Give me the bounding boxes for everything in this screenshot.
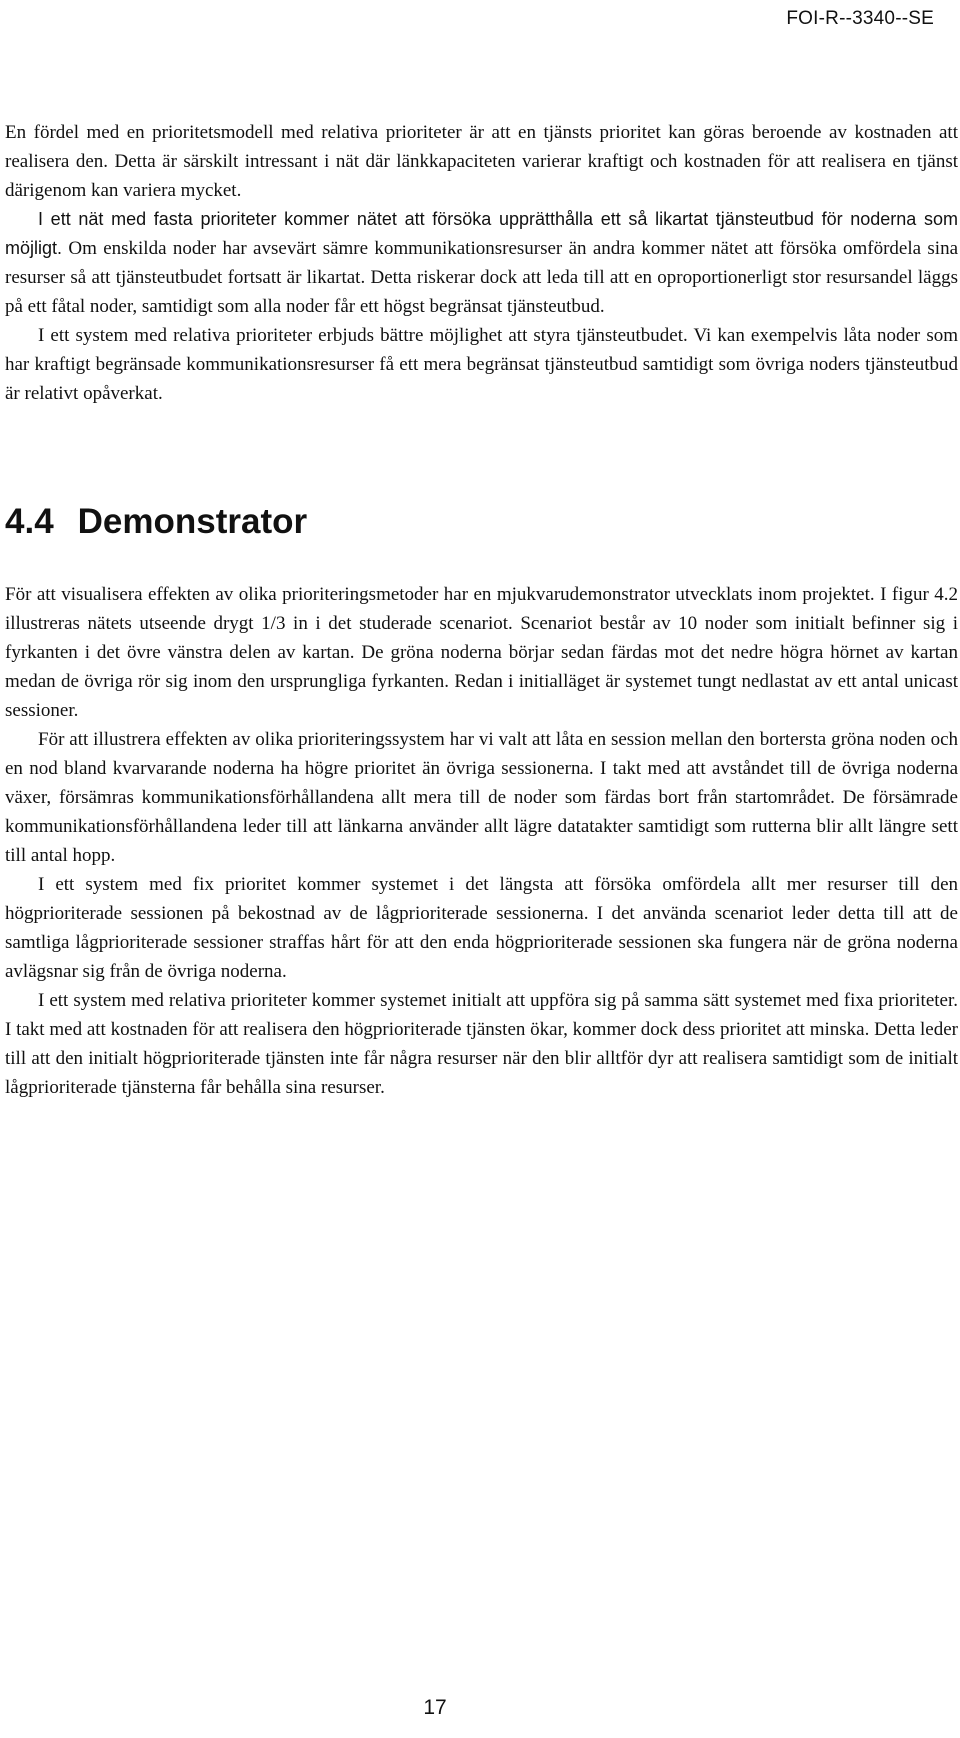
- paragraph-priority-advantage: En fördel med en prioritetsmodell med relativa prioriteter är att en tjänsts prioritet kan göras beroende av kostnaden att realisera den. Detta är särskilt intressant i nät där länkkapaciteten varierar kraftigt och kostnaden för att realisera en tjänst därigenom kan variera mycket.: [5, 122, 958, 201]
- paragraph-fixed-priorities: [5, 205, 958, 321]
- paragraph-relative-priorities: I ett system med relativa prioriteter erbjuds bättre möjlighet att styra tjänsteutbudet. Vi kan exempelvis låta noder som har kraftigt begränsade kommunikationsresurser få ett mera begränsat tjänsteutbud samtidigt som övriga noders tjänsteutbud är relativt opåverkat.: [5, 325, 958, 404]
- section-number: 4.4: [5, 502, 54, 541]
- paragraph-demonstrator-intro: För att visualisera effekten av olika prioriteringsmetoder har en mjukvarudemonstrator utvecklats inom projektet. I figur 4.2 illustreras nätets utseende drygt 1/3 in i det studerade scenariot. Scenariot består av 10 noder som initialt befinner sig i fyrkanten i det övre vänstra delen av kartan. De gröna noderna börjar sedan färdas mot det nedre högra hörnet av kartan medan de övriga rör sig inom den ursprungliga fyrkanten. Redan i initialläget är systemet tungt nedlastat av ett antal unicast sessioner.: [5, 584, 958, 721]
- paragraph-relative-priority-system: I ett system med relativa prioriteter kommer systemet initialt att uppföra sig på samma sätt systemet med fixa prioriteter. I takt med att kostnaden för att realisera den högprioriterade tjänsten ökar, kommer dock dess prioritet att minska. Detta leder till att den initialt högprioriterade tjänsten inte får några resurser när den blir alltför dyr att realisera samtidigt som de initialt lågprioriterade tjänsterna får behålla sina resurser.: [5, 990, 958, 1098]
- page-number: 17: [423, 1696, 447, 1719]
- document-code: FOI-R--3340--SE: [786, 8, 934, 29]
- section-body: [5, 580, 958, 1102]
- paragraph-fixed-priorities-lead: I ett nät med fasta prioriteter kommer nätet att försöka upprätthålla ett så likartat tjänsteutbud för noderna som möjligt.: [5, 209, 958, 258]
- page-content: [5, 118, 958, 1102]
- paragraph-fixed-priority-system: I ett system med fix prioritet kommer systemet i det längsta att försöka omfördela allt mer resurser till den högprioriterade sessionen på bekostnad av de lågprioriterade sessionerna. I det använda scenariot leder detta till att de samtliga lågprioriterade sessioner straffas hårt för att den enda högprioriterade sessionen ska fungera när de gröna noderna avlägsnar sig från de övriga noderna.: [5, 874, 958, 982]
- section-heading: [5, 502, 958, 542]
- paragraph-fixed-priorities-rest: Om enskilda noder har avsevärt sämre kommunikationsresurser än andra kommer nätet att försöka omfördela sina resurser så att tjänsteutbudet fortsatt är likartat. Detta riskerar dock att leda till att en oproportionerligt stor resursandel läggs på ett fåtal noder, samtidigt som alla noder får ett högst begränsat tjänsteutbud.: [5, 238, 958, 317]
- paragraph-illustration: För att illustrera effekten av olika prioriteringssystem har vi valt att låta en session mellan den bortersta gröna noden och en nod bland kvarvarande noderna ha högre prioritet än övriga sessionerna. I takt med att avståndet till de övriga noderna växer, försämras kommunikationsförhållandena allt mera till de noder som färdas bort från startområdet. De försämrade kommunikationsförhållandena leder till att länkarna använder allt lägre datatakter samtidigt som rutterna blir allt längre sett till antal hopp.: [5, 729, 958, 866]
- section-title: Demonstrator: [77, 502, 308, 541]
